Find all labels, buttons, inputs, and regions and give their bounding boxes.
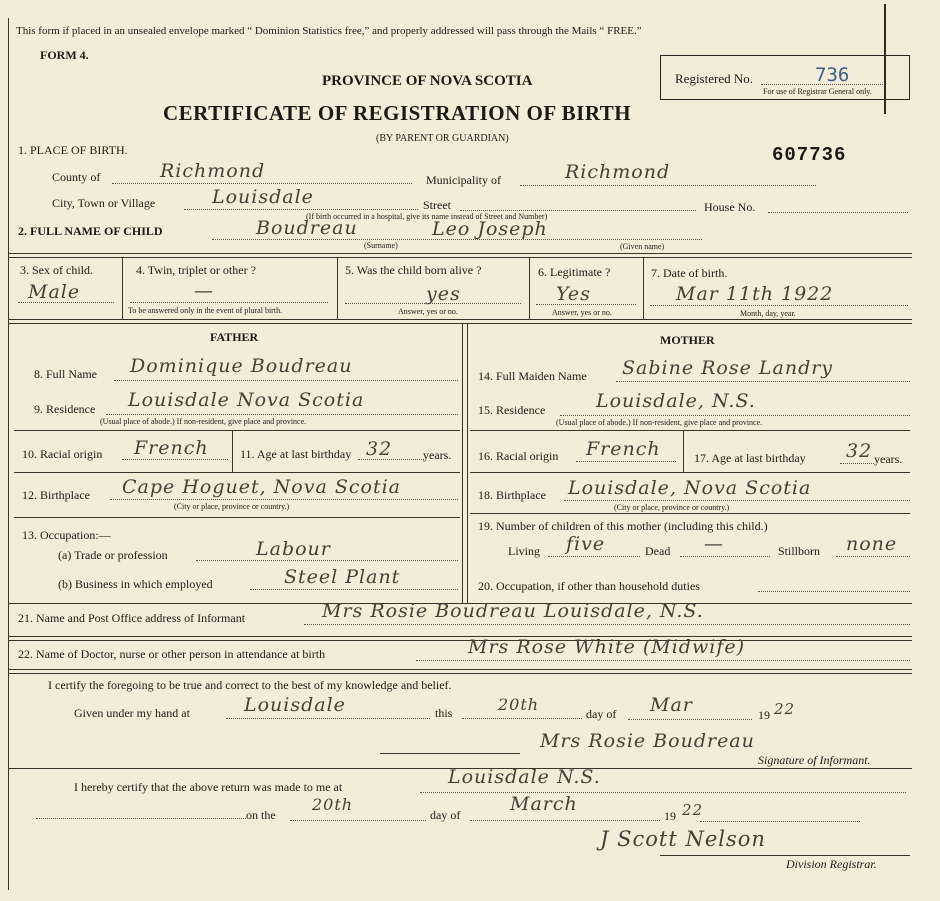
registrar-signature-caption: Division Registrar.: [786, 857, 877, 871]
given-name-caption: (Given name): [620, 242, 665, 251]
mother-racial-label: 16. Racial origin: [478, 449, 559, 463]
alive-note: Answer, yes or no.: [398, 307, 458, 316]
business-value: Steel Plant: [284, 566, 401, 588]
father-years-label: years.: [423, 448, 452, 462]
fill-line: [196, 560, 458, 561]
place-of-birth-label: 1. PLACE OF BIRTH.: [18, 143, 128, 157]
mother-residence-note: (Usual place of abode.) If non-resident, give place and province.: [556, 418, 763, 427]
living-value: five: [566, 533, 606, 555]
column-divider: [462, 323, 463, 603]
divider-line: [8, 636, 912, 637]
registrar-place-value: Louisdale N.S.: [448, 766, 601, 788]
municipality-value: Richmond: [565, 161, 671, 183]
mother-occupation-label: 20. Occupation, if other than household duties: [478, 579, 700, 593]
ink-stroke: [884, 4, 886, 114]
divider-line: [14, 430, 460, 431]
hospital-note: (If birth occurred in a hospital, give its name instead of Street and Number): [306, 212, 548, 221]
legitimate-value: Yes: [556, 283, 591, 305]
city-label: City, Town or Village: [52, 196, 156, 210]
twin-label: 4. Twin, triplet or other ?: [136, 263, 256, 277]
this-label: this: [435, 706, 453, 720]
informant-label: 21. Name and Post Office address of Informant: [18, 611, 246, 625]
mother-birthplace-note: (City or place, province or country.): [614, 503, 730, 512]
divider-line: [8, 253, 912, 254]
dead-label: Dead: [645, 544, 671, 558]
father-age-label: 11. Age at last birthday: [240, 447, 352, 461]
signature-line: [380, 753, 520, 754]
divider-line: [470, 513, 910, 514]
father-residence-label: 9. Residence: [34, 402, 96, 416]
child-given-name: Leo Joseph: [432, 218, 548, 240]
column-divider: [467, 323, 468, 603]
registrar-year-value: 22: [682, 801, 704, 819]
column-divider: [232, 430, 233, 472]
divider-line: [8, 669, 912, 670]
fill-line: [122, 459, 228, 460]
divider-line: [14, 472, 460, 473]
fill-line: [470, 820, 660, 821]
dead-value: —: [704, 533, 724, 555]
divider-line: [8, 319, 912, 320]
serial-number: 607736: [772, 144, 847, 166]
fill-line: [18, 302, 114, 303]
on-the-label: on the: [246, 808, 276, 822]
father-birthplace-note: (City or place, province or country.): [174, 502, 290, 511]
father-racial-label: 10. Racial origin: [22, 447, 103, 461]
registrar-month-value: March: [510, 793, 578, 815]
fill-line: [420, 792, 906, 793]
fill-line: [548, 556, 640, 557]
divider-line: [470, 430, 910, 431]
fill-line: [36, 818, 246, 819]
column-divider: [683, 430, 684, 472]
province-heading: PROVINCE OF NOVA SCOTIA: [322, 73, 533, 89]
fill-line: [536, 304, 636, 305]
fill-line: [462, 718, 582, 719]
divider-line: [8, 323, 912, 324]
twin-value: —: [194, 280, 214, 302]
father-heading: FATHER: [210, 330, 259, 344]
informant-signature-caption: Signature of Informant.: [758, 753, 871, 767]
registered-number-box: [660, 55, 910, 100]
column-divider: [122, 257, 123, 319]
child-surname: Boudreau: [256, 217, 358, 239]
mother-age-label: 17. Age at last birthday: [694, 451, 806, 465]
fill-line: [112, 183, 412, 184]
given-place-value: Louisdale: [244, 694, 346, 716]
fill-line: [520, 185, 816, 186]
mother-birthplace-label: 18. Birthplace: [478, 488, 546, 502]
mother-years-label: years.: [874, 452, 903, 466]
mother-racial-value: French: [586, 438, 661, 460]
mother-name-value: Sabine Rose Landry: [622, 357, 834, 379]
stillborn-value: none: [846, 533, 898, 555]
occupation-label: 13. Occupation:—: [22, 528, 111, 542]
sex-label: 3. Sex of child.: [20, 263, 93, 277]
county-value: Richmond: [160, 160, 266, 182]
mother-heading: MOTHER: [660, 333, 715, 347]
surname-caption: (Surname): [364, 241, 398, 250]
divider-line: [8, 640, 912, 641]
given-under-hand-label: Given under my hand at: [74, 706, 190, 720]
date-of-birth-value: Mar 11th 1922: [676, 283, 834, 305]
page-title: CERTIFICATE OF REGISTRATION OF BIRTH: [163, 101, 632, 125]
mother-name-label: 14. Full Maiden Name: [478, 369, 587, 383]
left-border: [8, 18, 9, 890]
divider-line: [8, 257, 912, 258]
registrar-year-prefix: 19: [664, 809, 676, 823]
fill-line: [576, 461, 676, 462]
fill-line: [650, 305, 908, 306]
registrar-day-value: 20th: [312, 795, 354, 814]
twin-note: To be answered only in the event of plural birth.: [128, 306, 283, 315]
fill-line: [616, 381, 910, 382]
informant-value: Mrs Rosie Boudreau Louisdale, N.S.: [322, 600, 704, 622]
city-value: Louisdale: [212, 186, 314, 208]
legitimate-note: Answer, yes or no.: [552, 308, 612, 317]
fill-line: [758, 591, 910, 592]
alive-label: 5. Was the child born alive ?: [345, 263, 482, 277]
fill-line: [460, 210, 696, 211]
father-residence-value: Louisdale Nova Scotia: [128, 389, 365, 411]
registered-number: 736: [815, 64, 850, 86]
given-year-value: 22: [774, 700, 796, 718]
fill-line: [628, 719, 752, 720]
certification-statement: I certify the foregoing to be true and correct to the best of my knowledge and belief.: [48, 678, 452, 692]
county-label: County of: [52, 170, 101, 184]
registered-label: Registered No.: [675, 71, 753, 86]
fill-line: [110, 499, 458, 500]
fill-line: [250, 589, 458, 590]
father-name-value: Dominique Boudreau: [130, 355, 353, 377]
fill-line: [345, 303, 521, 304]
given-day-value: 20th: [498, 695, 540, 714]
date-note: Month, day, year.: [740, 309, 796, 318]
fill-line: [700, 821, 860, 822]
fill-line: [226, 718, 430, 719]
house-number-label: House No.: [704, 200, 756, 214]
mother-age-value: 32: [846, 440, 873, 462]
mother-residence-label: 15. Residence: [478, 403, 546, 417]
fill-line: [840, 463, 874, 464]
divider-line: [14, 517, 460, 518]
fill-line: [761, 84, 885, 85]
day-of-label: day of: [586, 707, 617, 721]
father-birthplace-label: 12. Birthplace: [22, 488, 90, 502]
postal-notice: This form if placed in an unsealed envelope marked “ Dominion Statistics free,” and properly addressed will pass through the Mails “ FREE.”: [16, 25, 642, 37]
father-name-label: 8. Full Name: [34, 367, 97, 381]
column-divider: [337, 257, 338, 319]
alive-value: yes: [426, 283, 461, 305]
fill-line: [130, 302, 328, 303]
divider-line: [470, 472, 910, 473]
fill-line: [416, 660, 910, 661]
fill-line: [564, 500, 910, 501]
registrar-signature: J Scott Nelson: [600, 827, 766, 851]
fill-line: [304, 624, 910, 625]
registrar-certify-label: I hereby certify that the above return was made to me at: [74, 780, 343, 794]
fill-line: [290, 820, 426, 821]
fill-line: [106, 414, 458, 415]
father-residence-note: (Usual place of abode.) If non-resident, give place and province.: [100, 417, 307, 426]
fill-line: [768, 212, 908, 213]
municipality-label: Municipality of: [426, 173, 501, 187]
business-label: (b) Business in which employed: [58, 577, 213, 591]
children-count-label: 19. Number of children of this mother (including this child.): [478, 519, 768, 533]
column-divider: [529, 257, 530, 319]
informant-signature: Mrs Rosie Boudreau: [540, 730, 755, 752]
fill-line: [680, 556, 770, 557]
trade-label: (a) Trade or profession: [58, 548, 168, 562]
mother-birthplace-value: Louisdale, Nova Scotia: [568, 477, 812, 499]
form-number: FORM 4.: [40, 48, 89, 62]
signature-line: [660, 855, 910, 856]
fill-line: [560, 415, 910, 416]
doctor-label: 22. Name of Doctor, nurse or other person in attendance at birth: [18, 647, 326, 661]
living-label: Living: [508, 544, 540, 558]
date-of-birth-label: 7. Date of birth.: [651, 266, 728, 280]
year-prefix: 19: [758, 708, 770, 722]
divider-line: [8, 673, 912, 674]
sex-value: Male: [28, 281, 81, 303]
legitimate-label: 6. Legitimate ?: [538, 265, 611, 279]
mother-residence-value: Louisdale, N.S.: [596, 390, 756, 412]
fill-line: [114, 380, 458, 381]
page-subtitle: (BY PARENT OR GUARDIAN): [376, 133, 509, 144]
doctor-value: Mrs Rose White (Midwife): [468, 636, 746, 658]
fill-line: [184, 209, 418, 210]
child-name-label: 2. FULL NAME OF CHILD: [18, 224, 163, 238]
father-racial-value: French: [134, 437, 209, 459]
registrar-note: For use of Registrar General only.: [763, 87, 872, 96]
father-birthplace-value: Cape Hoguet, Nova Scotia: [122, 476, 401, 498]
given-month-value: Mar: [650, 694, 693, 716]
fill-line: [836, 556, 910, 557]
registrar-day-of-label: day of: [430, 808, 461, 822]
column-divider: [643, 257, 644, 319]
street-label: Street: [423, 198, 451, 212]
stillborn-label: Stillborn: [778, 544, 821, 558]
father-age-value: 32: [366, 438, 393, 460]
trade-value: Labour: [256, 538, 331, 560]
